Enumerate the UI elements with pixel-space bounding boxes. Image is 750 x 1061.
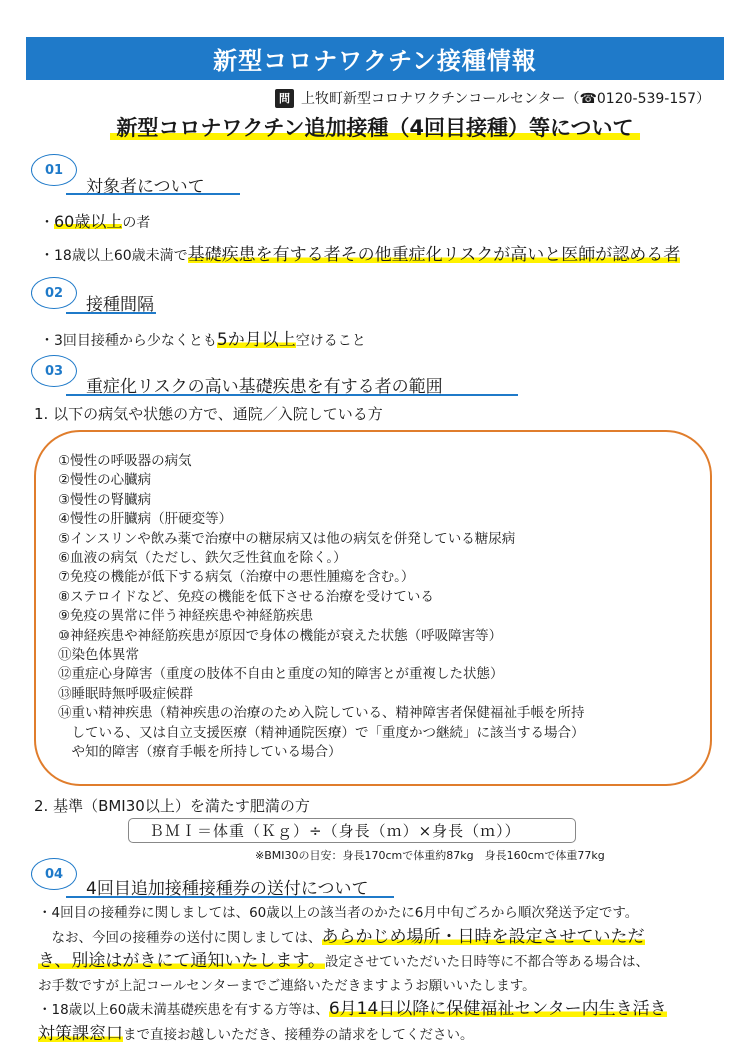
disease-item: ⑥血液の病気（ただし、鉄欠乏性貧血を除く。） bbox=[58, 550, 347, 567]
bmi-formula: ＢＭＩ＝体重（Ｋｇ）÷（身長（ｍ）×身長（ｍ）） bbox=[128, 818, 576, 843]
inquiry-badge-icon: 問 bbox=[275, 89, 294, 108]
target-bullet-1: ・60歳以上の者 bbox=[40, 212, 151, 231]
highlight-age-60: 60歳以上 bbox=[54, 212, 123, 231]
inquiry-line bbox=[275, 88, 735, 108]
section-title-04: 4回目追加接種接種券の送付について bbox=[86, 879, 369, 899]
disease-item: ⑫重症心身障害（重度の肢体不自由と重度の知的障害とが重複した状態） bbox=[58, 666, 504, 683]
disease-item: ①慢性の呼吸器の病気 bbox=[58, 453, 192, 469]
highlight-5-months: 5か月以上 bbox=[216, 330, 296, 350]
disease-item: ⑨免疫の異常に伴う神経疾患や神経筋疾患 bbox=[58, 608, 314, 625]
highlight-schedule: あらかじめ場所・日時を設定させていただ bbox=[321, 926, 645, 947]
disease-item: ⑤インスリンや飲み薬で治療中の糖尿病又は他の病気を併発している糖尿病 bbox=[58, 530, 516, 547]
disease-item: ⑩神経疾患や神経筋疾患が原因で身体の機能が衰えた状態（呼吸障害等） bbox=[58, 627, 503, 644]
condition-subheading-1: 1. 以下の病気や状態の方で、通院／入院している方 bbox=[34, 405, 383, 423]
disease-list bbox=[58, 452, 585, 763]
disease-item: ③慢性の腎臓病 bbox=[58, 491, 152, 508]
disease-item: ⑧ステロイドなど、免疫の機能を低下させる治療を受けている bbox=[58, 588, 434, 605]
disease-item: ④慢性の肝臓病（肝硬変等） bbox=[58, 511, 233, 528]
section-rule-03 bbox=[66, 394, 518, 396]
highlight-june-14: 6月14日以降に保健福祉センター内生き活き bbox=[328, 999, 667, 1020]
disease-item: ②慢性の心臓病 bbox=[58, 472, 152, 489]
voucher-line-3: き、別途はがきにて通知いたします。設定させていただいた日時等に不都合等ある場合は、 bbox=[38, 951, 649, 972]
page-banner: 新型コロナワクチン接種情報 bbox=[26, 37, 724, 80]
section-badge-03: 03 bbox=[31, 355, 77, 387]
section-title-02: 接種間隔 bbox=[86, 295, 154, 315]
main-title bbox=[70, 112, 680, 148]
disease-item: ⑬睡眠時無呼吸症候群 bbox=[58, 685, 193, 702]
voucher-line-5: ・18歳以上60歳未満基礎疾患を有する方等は、6月14日以降に保健福祉センター内生き活き bbox=[38, 999, 667, 1020]
voucher-line-1: ・4回目の接種券に関しましては、60歳以上の該当者のかたに6月中旬ごろから順次発送予定です。 bbox=[38, 905, 639, 921]
inquiry-text: 上牧町新型コロナワクチンコールセンター（☎0120-539-157） bbox=[301, 91, 711, 107]
highlight-counter: 対策課窓口 bbox=[38, 1023, 123, 1044]
section-rule-04 bbox=[66, 896, 394, 898]
disease-item: ⑭重い精神疾患（精神疾患の治療のため入院している、精神障害者保健福祉手帳を所持 bbox=[58, 705, 585, 722]
disease-item: や知的障害（療育手帳を所持している場合） bbox=[58, 744, 342, 761]
main-title-text: 新型コロナワクチン追加接種（4回目接種）等について bbox=[110, 116, 639, 140]
disease-item: ⑪染色体異常 bbox=[58, 647, 139, 664]
section-badge-04: 04 bbox=[31, 858, 77, 890]
voucher-paragraph bbox=[38, 902, 667, 1048]
section-rule-01 bbox=[66, 193, 240, 195]
section-title-01: 対象者について bbox=[86, 177, 205, 197]
condition-subheading-2: 2. 基準（BMI30以上）を満たす肥満の方 bbox=[34, 797, 310, 815]
section-title-03: 重症化リスクの高い基礎疾患を有する者の範囲 bbox=[86, 377, 443, 397]
voucher-line-2: なお、今回の接種券の送付に関しましては、あらかじめ場所・日時を設定させていただ bbox=[38, 926, 645, 947]
section-badge-01: 01 bbox=[31, 154, 77, 186]
section-rule-02 bbox=[66, 312, 156, 314]
section-badge-02: 02 bbox=[31, 277, 77, 309]
highlight-underlying-disease: 基礎疾患を有する者その他重症化リスクが高いと医師が認める者 bbox=[187, 245, 681, 265]
target-bullet-2: ・18歳以上60歳未満で基礎疾患を有する者その他重症化リスクが高いと医師が認める者 bbox=[40, 245, 681, 265]
bmi-note: ※BMI30の目安：身長170cmで体重約87kg 身長160cmで体重77kg bbox=[255, 849, 605, 862]
voucher-line-6: 対策課窓口まで直接お越しいただき、接種券の請求をしてください。 bbox=[38, 1023, 474, 1044]
highlight-postcard: き、別途はがきにて通知いたします。 bbox=[38, 951, 325, 972]
voucher-line-4: お手数ですが上記コールセンターまでご連絡いただきますようお願いいたします。 bbox=[38, 977, 536, 994]
disease-item: している、又は自立支援医療（精神通院医療）で「重度かつ継続」に該当する場合） bbox=[58, 724, 585, 741]
interval-bullet: ・3回目接種から少なくとも5か月以上空けること bbox=[40, 330, 366, 350]
disease-item: ⑦免疫の機能が低下する病気（治療中の悪性腫瘍を含む。） bbox=[58, 569, 415, 586]
